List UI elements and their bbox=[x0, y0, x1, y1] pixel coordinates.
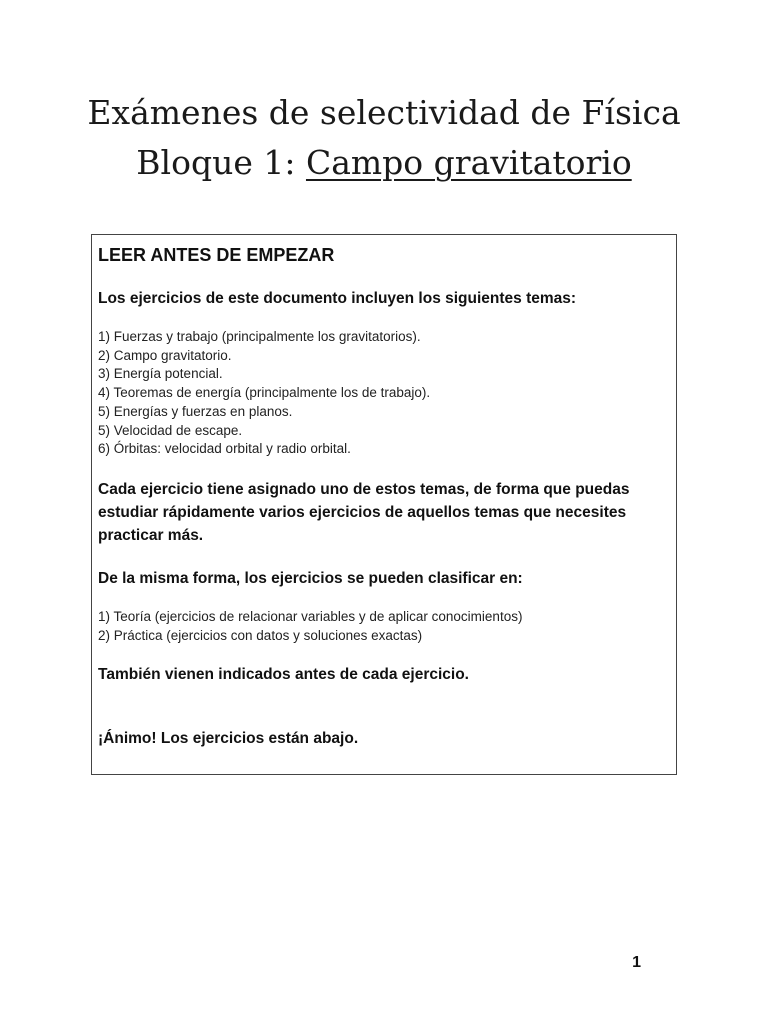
classification-item: 2) Práctica (ejercicios con datos y soluciones exactas) bbox=[98, 627, 423, 643]
indicated-note: También vienen indicados antes de cada ejercicio. bbox=[98, 666, 469, 684]
classification-intro: De la misma forma, los ejercicios se pueden clasificar en: bbox=[98, 569, 523, 587]
title-block-prefix: Bloque 1: bbox=[136, 143, 306, 182]
topic-item: 2) Campo gravitatorio. bbox=[98, 347, 232, 363]
classification-item: 1) Teoría (ejercicios de relacionar variables y de aplicar conocimientos) bbox=[98, 608, 523, 624]
box-heading: LEER ANTES DE EMPEZAR bbox=[98, 245, 335, 265]
topic-item: 6) Órbitas: velocidad orbital y radio orbital. bbox=[98, 441, 351, 457]
topic-item: 5) Velocidad de escape. bbox=[98, 422, 243, 438]
document-title bbox=[0, 88, 768, 188]
title-topic-underlined: Campo gravitatorio bbox=[305, 143, 632, 182]
closing-line: ¡Ánimo! Los ejercicios están abajo. bbox=[98, 730, 359, 748]
topic-item: 3) Energía potencial. bbox=[98, 366, 223, 382]
topics-list bbox=[98, 328, 668, 459]
page-number: 1 bbox=[632, 954, 641, 971]
classification-list bbox=[98, 608, 668, 645]
title-line-main: Exámenes de selectividad de Física bbox=[87, 93, 681, 132]
topic-item: 5) Energías y fuerzas en planos. bbox=[98, 403, 293, 419]
read-before-box bbox=[91, 234, 677, 775]
topic-item: 4) Teoremas de energía (principalmente los de trabajo). bbox=[98, 385, 431, 401]
topic-item: 1) Fuerzas y trabajo (principalmente los gravitatorios). bbox=[98, 329, 421, 344]
topics-intro: Los ejercicios de este documento incluyen los siguientes temas: bbox=[98, 290, 577, 307]
title-line-block bbox=[0, 138, 768, 188]
assignment-paragraph: Cada ejercicio tiene asignado uno de estos temas, de forma que puedas estudiar rápidamente varios ejercicios de aquellos temas que necesites practicar más. bbox=[98, 480, 630, 544]
